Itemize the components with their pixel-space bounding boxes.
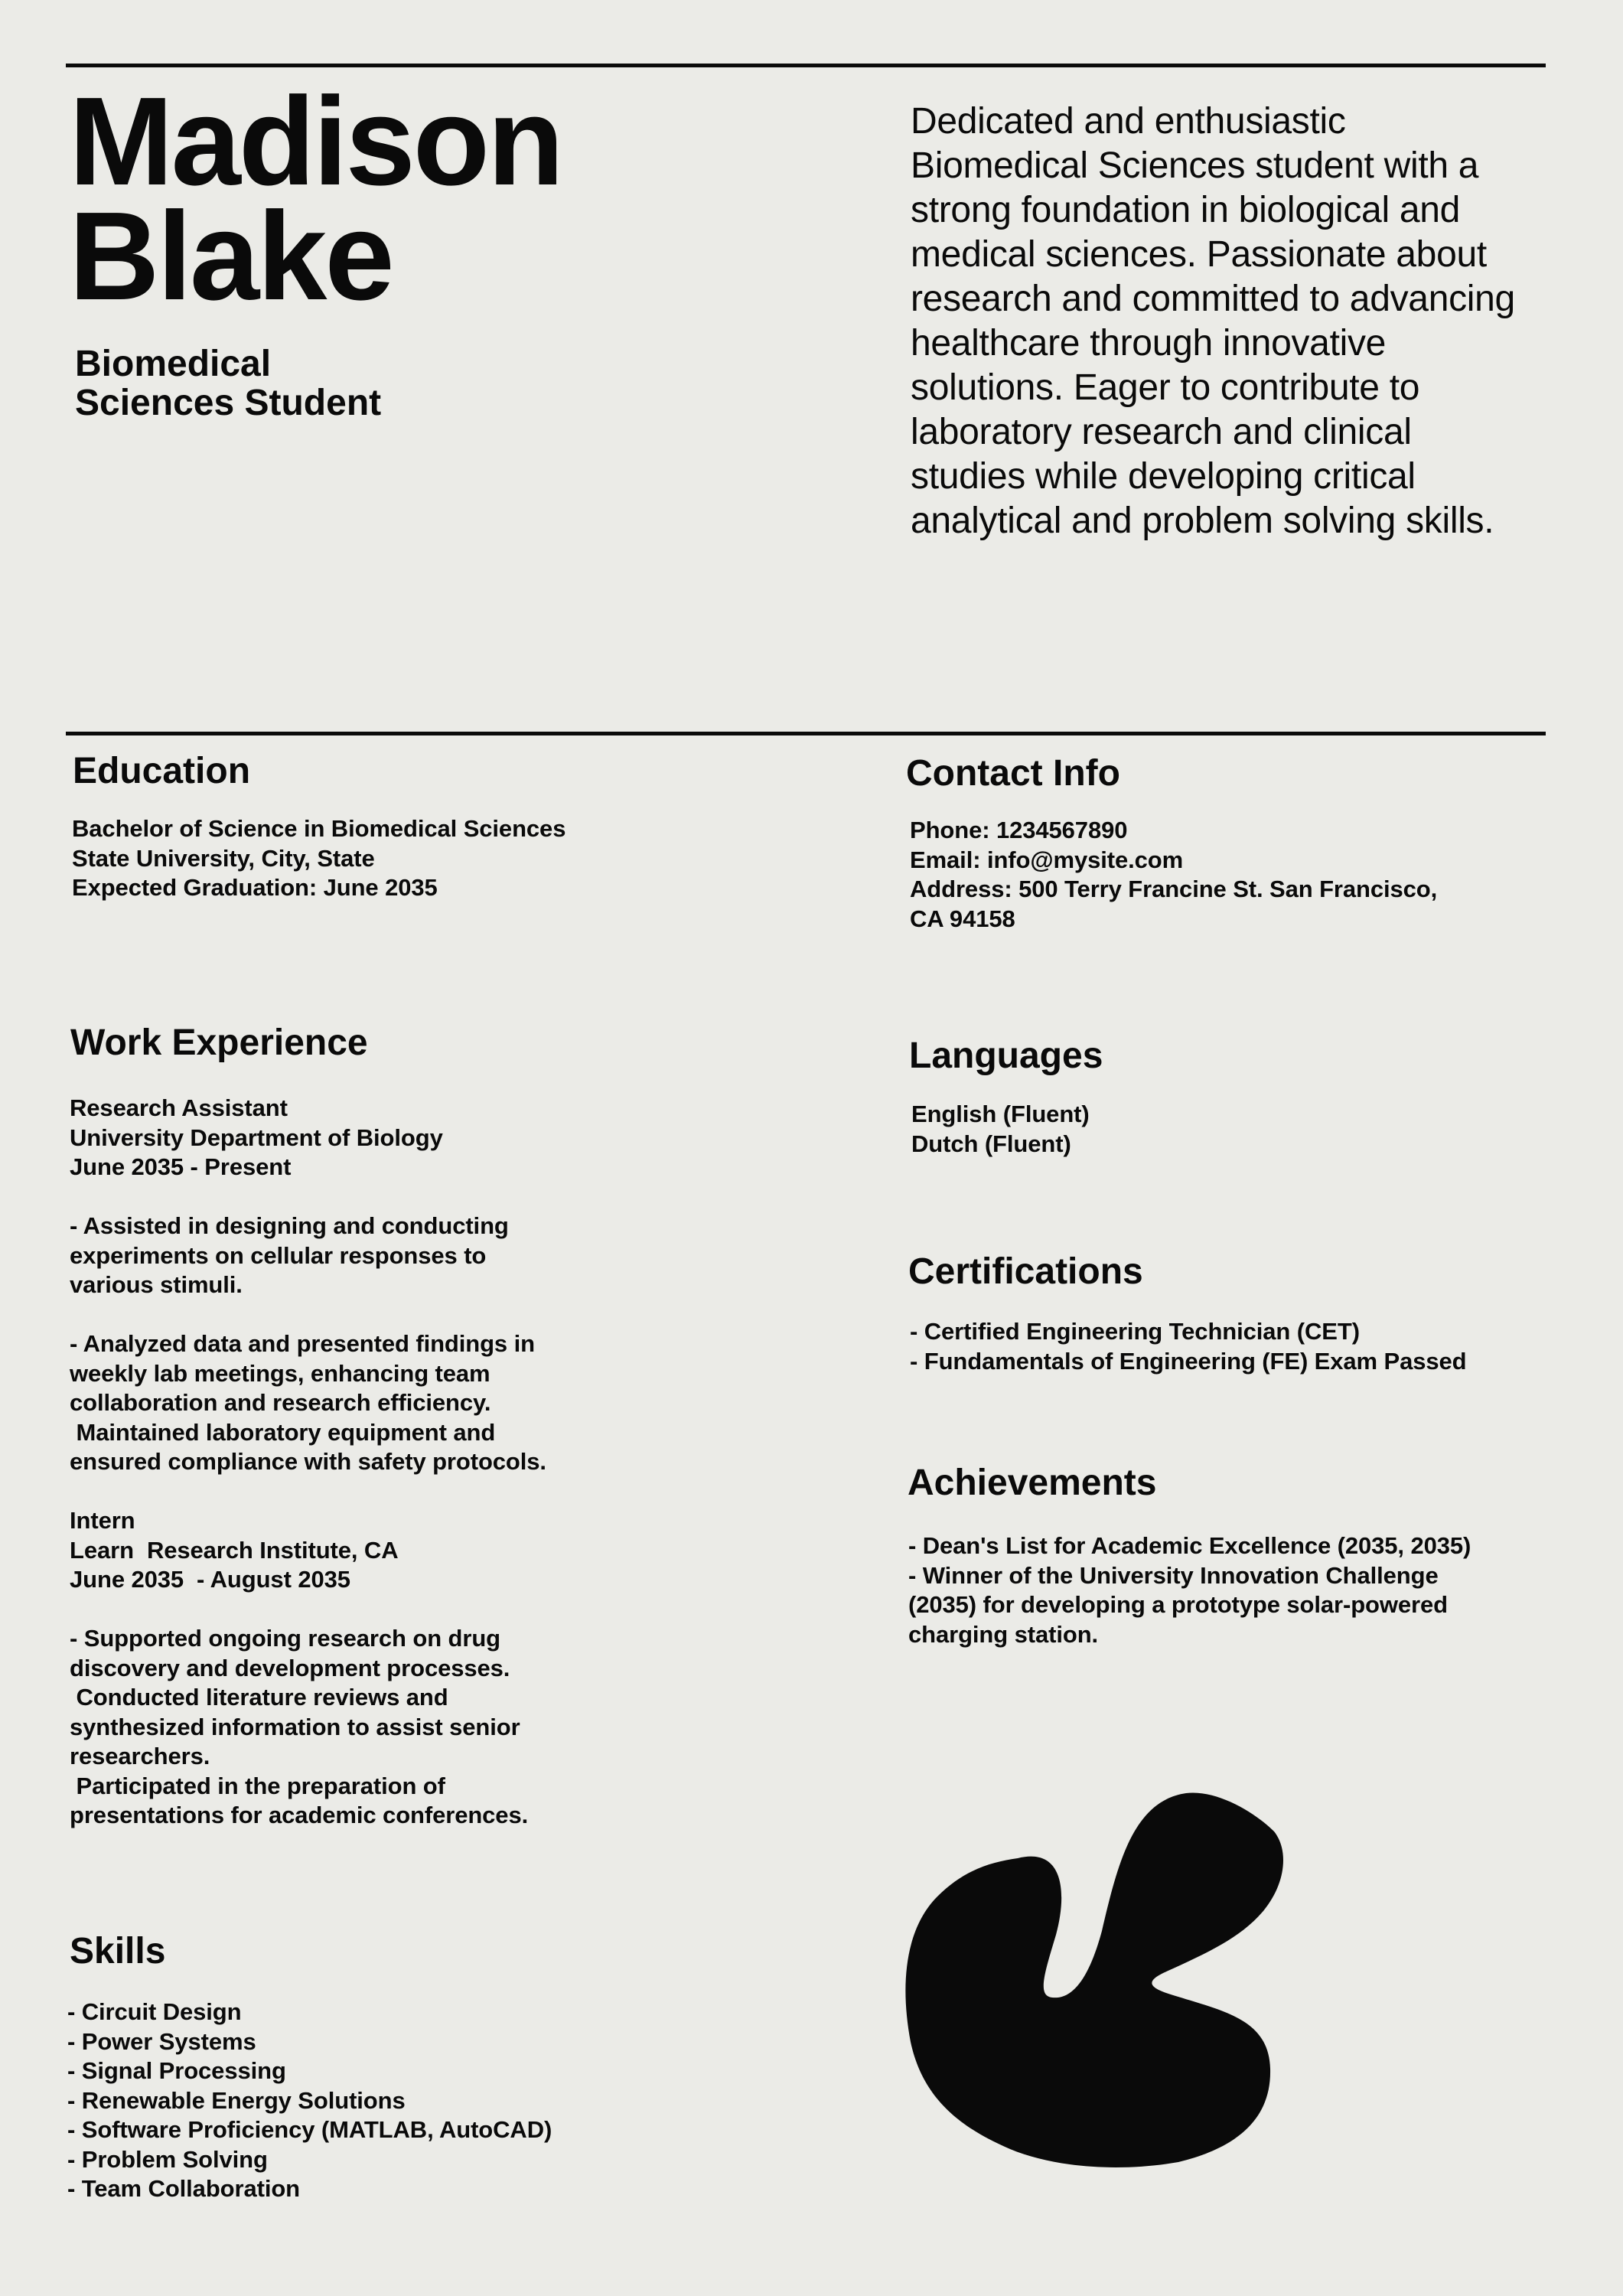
work-line [70, 1595, 546, 1625]
certification-item: - Fundamentals of Engineering (FE) Exam Passed [910, 1347, 1467, 1375]
job-title-line-1: Biomedical [75, 344, 272, 384]
work-line: Research Assistant [70, 1094, 288, 1121]
work-line: experiments on cellular responses to [70, 1241, 487, 1269]
contact-details [910, 816, 1437, 934]
blob-path [905, 1792, 1283, 2167]
contact-phone: Phone: 1234567890 [910, 817, 1128, 843]
languages-list [911, 1100, 1090, 1159]
top-divider [66, 64, 1546, 67]
certification-item: - Certified Engineering Technician (CET) [910, 1318, 1360, 1345]
skill-item: - Team Collaboration [67, 2175, 301, 2202]
last-name: Blake [69, 186, 393, 326]
summary-line: analytical and problem solving skills. [911, 501, 1494, 541]
summary-line: Biomedical Sciences student with a [911, 145, 1479, 186]
achievements-heading: Achievements [908, 1463, 1157, 1503]
certifications-list [910, 1317, 1467, 1376]
job-title-line-2: Sciences Student [75, 383, 382, 423]
work-line: Maintained laboratory equipment and [70, 1418, 496, 1446]
work-line: various stimuli. [70, 1271, 243, 1298]
achievement-line: - Dean's List for Academic Excellence (2035, 2035) [908, 1532, 1471, 1559]
skills-list [67, 1998, 552, 2204]
work-line [70, 1300, 546, 1330]
work-line: Conducted literature reviews and [70, 1684, 448, 1711]
work-line: ensured compliance with safety protocols. [70, 1448, 546, 1475]
work-line: presentations for academic conferences. [70, 1802, 529, 1828]
language-item: Dutch (Fluent) [911, 1130, 1071, 1157]
summary-line: studies while developing critical [911, 456, 1416, 497]
summary-line: research and committed to advancing [911, 279, 1515, 319]
work-line: University Department of Biology [70, 1124, 443, 1151]
contact-address-cont: CA 94158 [910, 905, 1015, 932]
work-line: Learn Research Institute, CA [70, 1536, 399, 1564]
skill-item: - Circuit Design [67, 1998, 242, 2025]
job-title [75, 344, 381, 422]
summary-line: laboratory research and clinical [911, 412, 1412, 452]
skill-item: - Renewable Energy Solutions [67, 2086, 406, 2114]
work-line: June 2035 - August 2035 [70, 1566, 350, 1593]
skill-item: - Problem Solving [67, 2145, 268, 2173]
contact-heading: Contact Info [906, 753, 1120, 794]
certifications-heading: Certifications [908, 1251, 1143, 1292]
work-line: discovery and development processes. [70, 1654, 510, 1681]
education-heading: Education [73, 751, 251, 791]
section-divider [66, 732, 1546, 735]
contact-address: Address: 500 Terry Francine St. San Francisco, [910, 876, 1438, 902]
education-line: Bachelor of Science in Biomedical Sciences [72, 815, 566, 842]
skill-item: - Signal Processing [67, 2057, 286, 2084]
work-line: June 2035 - Present [70, 1153, 292, 1180]
achievement-line: charging station. [908, 1620, 1099, 1648]
work-line: - Supported ongoing research on drug [70, 1625, 501, 1652]
work-line: Intern [70, 1507, 135, 1534]
education-line: Expected Graduation: June 2035 [72, 874, 438, 901]
education-details [72, 814, 565, 903]
achievements-list [908, 1531, 1471, 1649]
work-line [70, 1182, 546, 1212]
achievement-line: (2035) for developing a prototype solar-powered [908, 1591, 1448, 1618]
work-line: collaboration and research efficiency. [70, 1389, 491, 1416]
work-line: weekly lab meetings, enhancing team [70, 1359, 490, 1387]
language-item: English (Fluent) [911, 1101, 1090, 1127]
work-line: researchers. [70, 1743, 210, 1769]
skill-item: - Software Proficiency (MATLAB, AutoCAD) [67, 2116, 552, 2143]
languages-heading: Languages [909, 1035, 1103, 1076]
work-line: Participated in the preparation of [70, 1772, 445, 1799]
profile-summary [911, 99, 1538, 543]
summary-line: Dedicated and enthusiastic [911, 101, 1346, 142]
work-line: - Assisted in designing and conducting [70, 1212, 509, 1239]
first-name: Madison [69, 71, 562, 211]
work-line: synthesized information to assist senior [70, 1713, 520, 1740]
work-experience-heading: Work Experience [70, 1022, 368, 1063]
skills-heading: Skills [70, 1931, 166, 1971]
education-line: State University, City, State [72, 844, 375, 872]
summary-line: medical sciences. Passionate about [911, 234, 1487, 275]
summary-line: strong foundation in biological and [911, 190, 1461, 230]
summary-line: healthcare through innovative [911, 323, 1387, 364]
decorative-blob-shape [903, 1789, 1301, 2172]
summary-line: solutions. Eager to contribute to [911, 367, 1420, 408]
work-line: - Analyzed data and presented findings in [70, 1330, 535, 1357]
work-experience-details [70, 1094, 546, 1831]
contact-email: Email: info@mysite.com [910, 846, 1184, 873]
achievement-line: - Winner of the University Innovation Challenge [908, 1561, 1439, 1589]
full-name [69, 71, 834, 326]
work-line [70, 1477, 546, 1507]
skill-item: - Power Systems [67, 2027, 256, 2055]
